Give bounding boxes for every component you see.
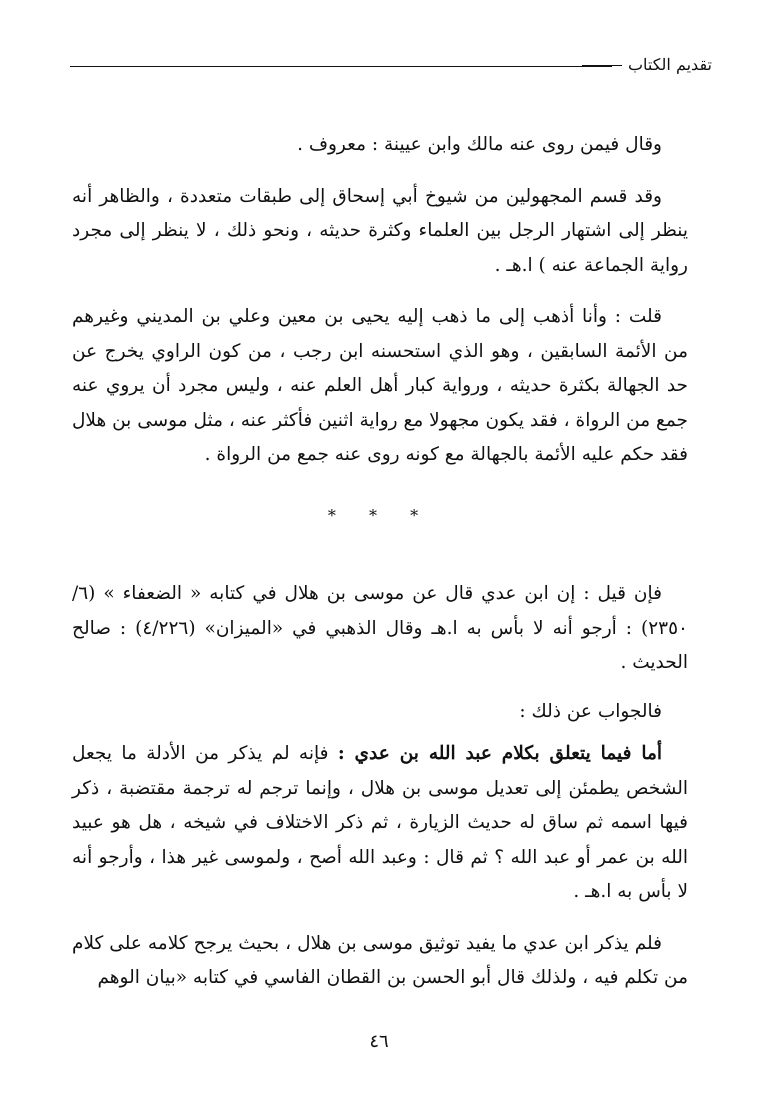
running-header-title: تقديم الكتاب	[627, 55, 712, 74]
page-number: ٤٦	[369, 1031, 389, 1052]
paragraph-4: فإن قيل : إن ابن عدي قال عن موسى بن هلال في كتابه « الضعفاء » (٦/ ٢٣٥٠) : أرجو أنه لا بأس به ا.هـ وقال الذهبي في «الميزان» (٤/٢٢٦) : صالح الحديث .	[72, 583, 688, 673]
header-dash	[582, 65, 622, 66]
paragraph-1: وقال فيمن روى عنه مالك وابن عيينة : معروف .	[297, 134, 662, 155]
paragraph-6-rest: فإنه لم يذكر من الأدلة ما يجعل الشخص يطمئن إلى تعديل موسى بن هلال ، وإنما ترجم له ترجمة مقتضبة ، ذكر فيها اسمه ثم ساق له حديث الزيارة ، ثم ذكر الاختلاف في شيخه ، هل هو عبيد الله بن عمر أو عبد الله ؟ ثم قال : وعبد الله أصح ، ولموسى غير هذا ، وأرجو أنه لا بأس به ا.هـ .	[72, 743, 688, 902]
running-header	[612, 54, 712, 76]
paragraph-6-lead: أما فيما يتعلق بكلام عبد الله بن عدي :	[337, 743, 662, 764]
section-separator: * * *	[327, 505, 433, 525]
main-text	[72, 128, 688, 1013]
paragraph-3: قلت : وأنا أذهب إلى ما ذهب إليه يحيى بن معين وعلي بن المديني وغيرهم من الأئمة السابقين ، وهو الذي استحسنه ابن رجب ، من كون الراوي يخرج عن حد الجهالة بكثرة حديثه ، ورواية كبار أهل العلم عنه ، وليس مجرد أن يروي عنه جمع من الرواة ، فقد يكون مجهولا مع رواية اثنين فأكثر عنه ، مثل موسى بن هلال فقد حكم عليه الأئمة بالجهالة مع كونه روى عنه جمع من الرواة .	[71, 306, 688, 465]
paragraph-7: فلم يذكر ابن عدي ما يفيد توثيق موسى بن هلال ، بحيث يرجح كلامه على كلام من تكلم فيه ، ولذلك قال أبو الحسن بن القطان الفاسي في كتابه «بيان الوهم	[72, 932, 688, 988]
paragraph-6	[72, 737, 688, 910]
paragraph-2: وقد قسم المجهولين من شيوخ أبي إسحاق إلى طبقات متعددة ، والظاهر أنه ينظر إلى اشتهار الرجل بين العلماء وكثرة حديثه ، ونحو ذلك ، لا ينظر إلى مجرد رواية الجماعة عنه ) ا.هـ .	[72, 185, 688, 276]
paragraph-5: فالجواب عن ذلك :	[519, 700, 662, 722]
header-rule	[70, 66, 612, 67]
